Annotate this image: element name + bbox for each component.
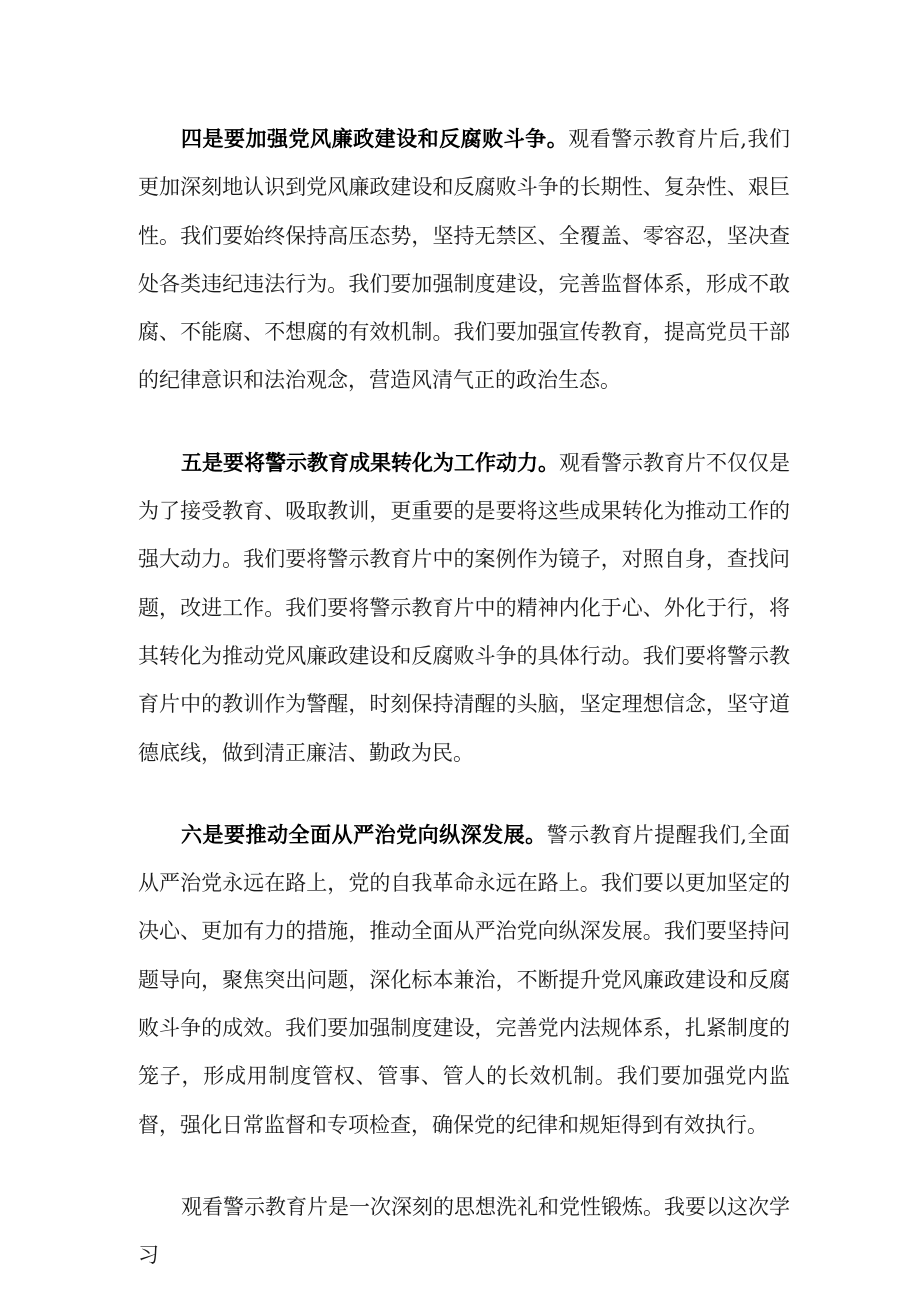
paragraph-body: 观看警示教育片后,我们更加深刻地认识到党风廉政建设和反腐败斗争的长期性、复杂性、艰巨性。我们要始终保持高压态势，坚持无禁区、全覆盖、零容忍，坚决查处各类违纪违法行为。我们要加强制度建设，完善监督体系，形成不敢腐、不能腐、不想腐的有效机制。我们要加强宣传教育，提高党员干部的纪律意识和法治观念，营造风清气正的政治生态。 (138, 127, 790, 393)
paragraph-five (138, 439, 790, 777)
paragraph-four (138, 115, 790, 405)
paragraph-six (138, 811, 790, 1149)
paragraph-heading: 四是要加强党风廉政建设和反腐败斗争。 (181, 127, 569, 151)
paragraph-heading: 五是要将警示教育成果转化为工作动力。 (181, 450, 559, 475)
paragraph-body: 警示教育片提醒我们,全面从严治党永远在路上，党的自我革命永远在路上。我们要以更加坚定的决心、更加有力的措施，推动全面从严治党向纵深发展。我们要坚持问题导向，聚焦突出问题，深化标本兼治，不断提升党风廉政建设和反腐败斗争的成效。我们要加强制度建设，完善党内法规体系，扎紧制度的笼子，形成用制度管权、管事、管人的长效机制。我们要加强党内监督，强化日常监督和专项检查，确保党的纪律和规矩得到有效执行。 (138, 822, 791, 1137)
document-page (138, 115, 790, 1314)
paragraph-heading: 六是要推动全面从严治党向纵深发展。 (181, 822, 547, 847)
paragraph-body: 观看警示教育片不仅仅是为了接受教育、吸取教训，更重要的是要将这些成果转化为推动工作的强大动力。我们要将警示教育片中的案例作为镜子，对照自身，查找问题，改进工作。我们要将警示教育片中的精神内化于心、外化于行，将其转化为推动党风廉政建设和反腐败斗争的具体行动。我们要将警示教育片中的教训作为警醒，时刻保持清醒的头脑，坚定理想信念，坚守道德底线，做到清正廉洁、勤政为民。 (138, 450, 790, 765)
paragraph-body: 观看警示教育片是一次深刻的思想洗礼和党性锻炼。我要以这次学习 (138, 1194, 790, 1268)
paragraph-conclusion (138, 1183, 790, 1280)
